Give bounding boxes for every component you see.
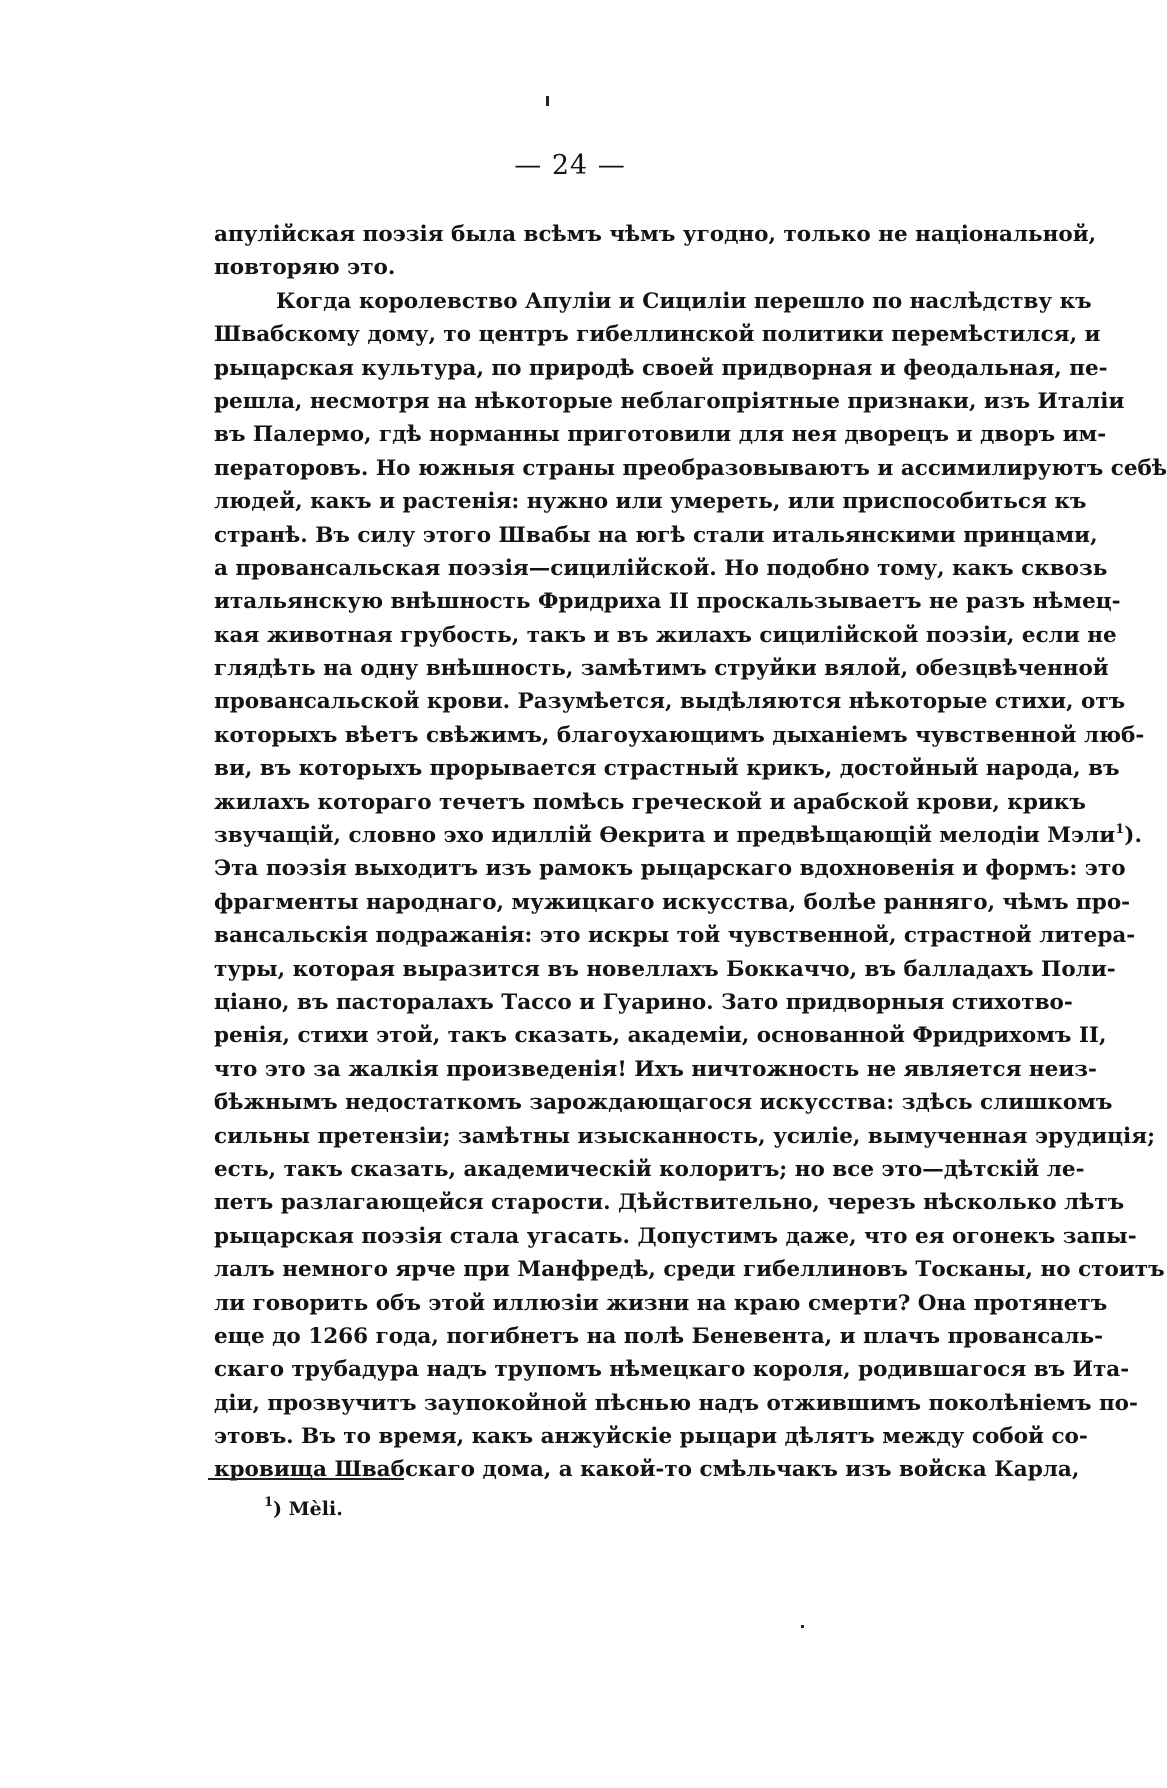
footnote-text: ) Mèli.	[273, 1498, 343, 1520]
text-line: повторяю это.	[214, 255, 396, 281]
text-line: скаго трубадура надъ трупомъ нѣмецкаго короля, родившагося въ Ита-	[214, 1357, 1130, 1383]
text-line: Эта поэзія выходитъ изъ рамокъ рыцарскаго вдохновенія и формъ: это	[214, 856, 1126, 882]
text-line: глядѣть на одну внѣшность, замѣтимъ струйки вялой, обезцвѣченной	[214, 656, 1109, 682]
text-line: есть, такъ сказать, академическій колоритъ; но все это—дѣтскій ле-	[214, 1156, 1085, 1182]
footnote-reference-number: 1	[1115, 822, 1125, 838]
text-line: петъ разлагающейся старости. Дѣйствительно, черезъ нѣсколько лѣтъ	[214, 1190, 1125, 1216]
text-line: ли говорить объ этой иллюзіи жизни на краю смерти? Она протянетъ	[214, 1290, 1108, 1316]
text-line: еще до 1266 года, погибнетъ на полѣ Беневента, и плачъ провансаль-	[214, 1323, 1104, 1349]
footnote	[264, 1494, 343, 1524]
text-line: рыцарская культура, по природѣ своей придворная и феодальная, пе-	[214, 355, 1108, 381]
text-line: ренія, стихи этой, такъ сказать, академіи, основанной Фридрихомъ II,	[214, 1023, 1107, 1049]
text-line: рыцарская поэзія стала угасать. Допустимъ даже, что ея огонекъ запы-	[214, 1223, 1137, 1249]
text-line: которыхъ вѣетъ свѣжимъ, благоухающимъ дыханіемъ чувственной люб-	[214, 722, 1145, 748]
text-line: въ Палермо, гдѣ норманны приготовили для нея дворецъ и дворъ им-	[214, 422, 1107, 448]
text-line-content: звучащій, словно эхо идиллій Өекрита и предвѣщающій мелодіи Мэли	[214, 823, 1116, 849]
text-line: бѣжнымъ недостаткомъ зарождающагося искусства: здѣсь слишкомъ	[214, 1090, 1113, 1116]
ink-speck	[801, 1625, 804, 1628]
text-line: а провансальская поэзія—сицилійской. Но подобно тому, какъ сквозь	[214, 555, 1108, 581]
text-line: этовъ. Въ то время, какъ анжуйскіе рыцари дѣлятъ между собой со-	[214, 1424, 1088, 1450]
text-line: туры, которая выразится въ новеллахъ Боккаччо, въ балладахъ Поли-	[214, 956, 1116, 982]
text-line-with-note	[214, 819, 1142, 852]
text-line: провансальской крови. Разумѣется, выдѣляются нѣкоторые стихи, отъ	[214, 689, 1126, 715]
footnote-separator	[208, 1478, 404, 1480]
text-line: вансальскія подражанія: это искры той чувственной, страстной литера-	[214, 923, 1136, 949]
footnote-marker: 1	[264, 1495, 274, 1510]
text-line: решла, несмотря на нѣкоторые неблагопріятные признаки, изъ Италіи	[214, 388, 1125, 414]
text-line: кровища Швабскаго дома, а какой-то смѣльчакъ изъ войска Карла,	[214, 1457, 1080, 1483]
text-line: Швабскому дому, то центръ гибеллинской политики перемѣстился, и	[214, 322, 1101, 348]
text-line: Когда королевство Апуліи и Сициліи перешло по наслѣдству къ	[276, 288, 1092, 314]
text-line: жилахъ котораго течетъ помѣсь греческой и арабской крови, крикъ	[214, 789, 1086, 815]
text-line: діи, прозвучитъ заупокойной пѣснью надъ отжившимъ поколѣніемъ по-	[214, 1390, 1138, 1416]
text-line: итальянскую внѣшность Фридриха II проскальзываетъ не разъ нѣмец-	[214, 589, 1121, 615]
ink-speck	[546, 96, 549, 106]
text-line: что это за жалкія произведенія! Ихъ ничтожность не является неиз-	[214, 1056, 1097, 1082]
text-line: людей, какъ и растенія: нужно или умереть, или приспособиться къ	[214, 489, 1087, 515]
text-line: странѣ. Въ силу этого Швабы на югѣ стали итальянскими принцами,	[214, 522, 1098, 548]
text-line: лалъ немного ярче при Манфредѣ, среди гибеллиновъ Тосканы, но стоитъ	[214, 1257, 1165, 1283]
text-line: фрагменты народнаго, мужицкаго искусства, болѣе ранняго, чѣмъ про-	[214, 889, 1131, 915]
text-line: сильны претензіи; замѣтны изысканность, усиліе, вымученная эрудиція;	[214, 1123, 1156, 1149]
text-line: ви, въ которыхъ прорывается страстный крикъ, достойный народа, въ	[214, 756, 1120, 782]
footnote-reference-suffix: ).	[1124, 823, 1142, 849]
text-line: ціано, въ пасторалахъ Тассо и Гуарино. Зато придворныя стихотво-	[214, 989, 1073, 1015]
text-line: апулійская поэзія была всѣмъ чѣмъ угодно, только не національной,	[214, 222, 1097, 247]
text-line: ператоровъ. Но южныя страны преобразовываютъ и ассимилируютъ себѣ	[214, 455, 1167, 481]
page-number: — 24 —	[514, 150, 626, 181]
main-text	[214, 218, 1167, 1487]
text-line: кая животная грубость, такъ и въ жилахъ сицилійской поэзіи, если не	[214, 622, 1117, 648]
footnote-reference	[1115, 823, 1142, 848]
